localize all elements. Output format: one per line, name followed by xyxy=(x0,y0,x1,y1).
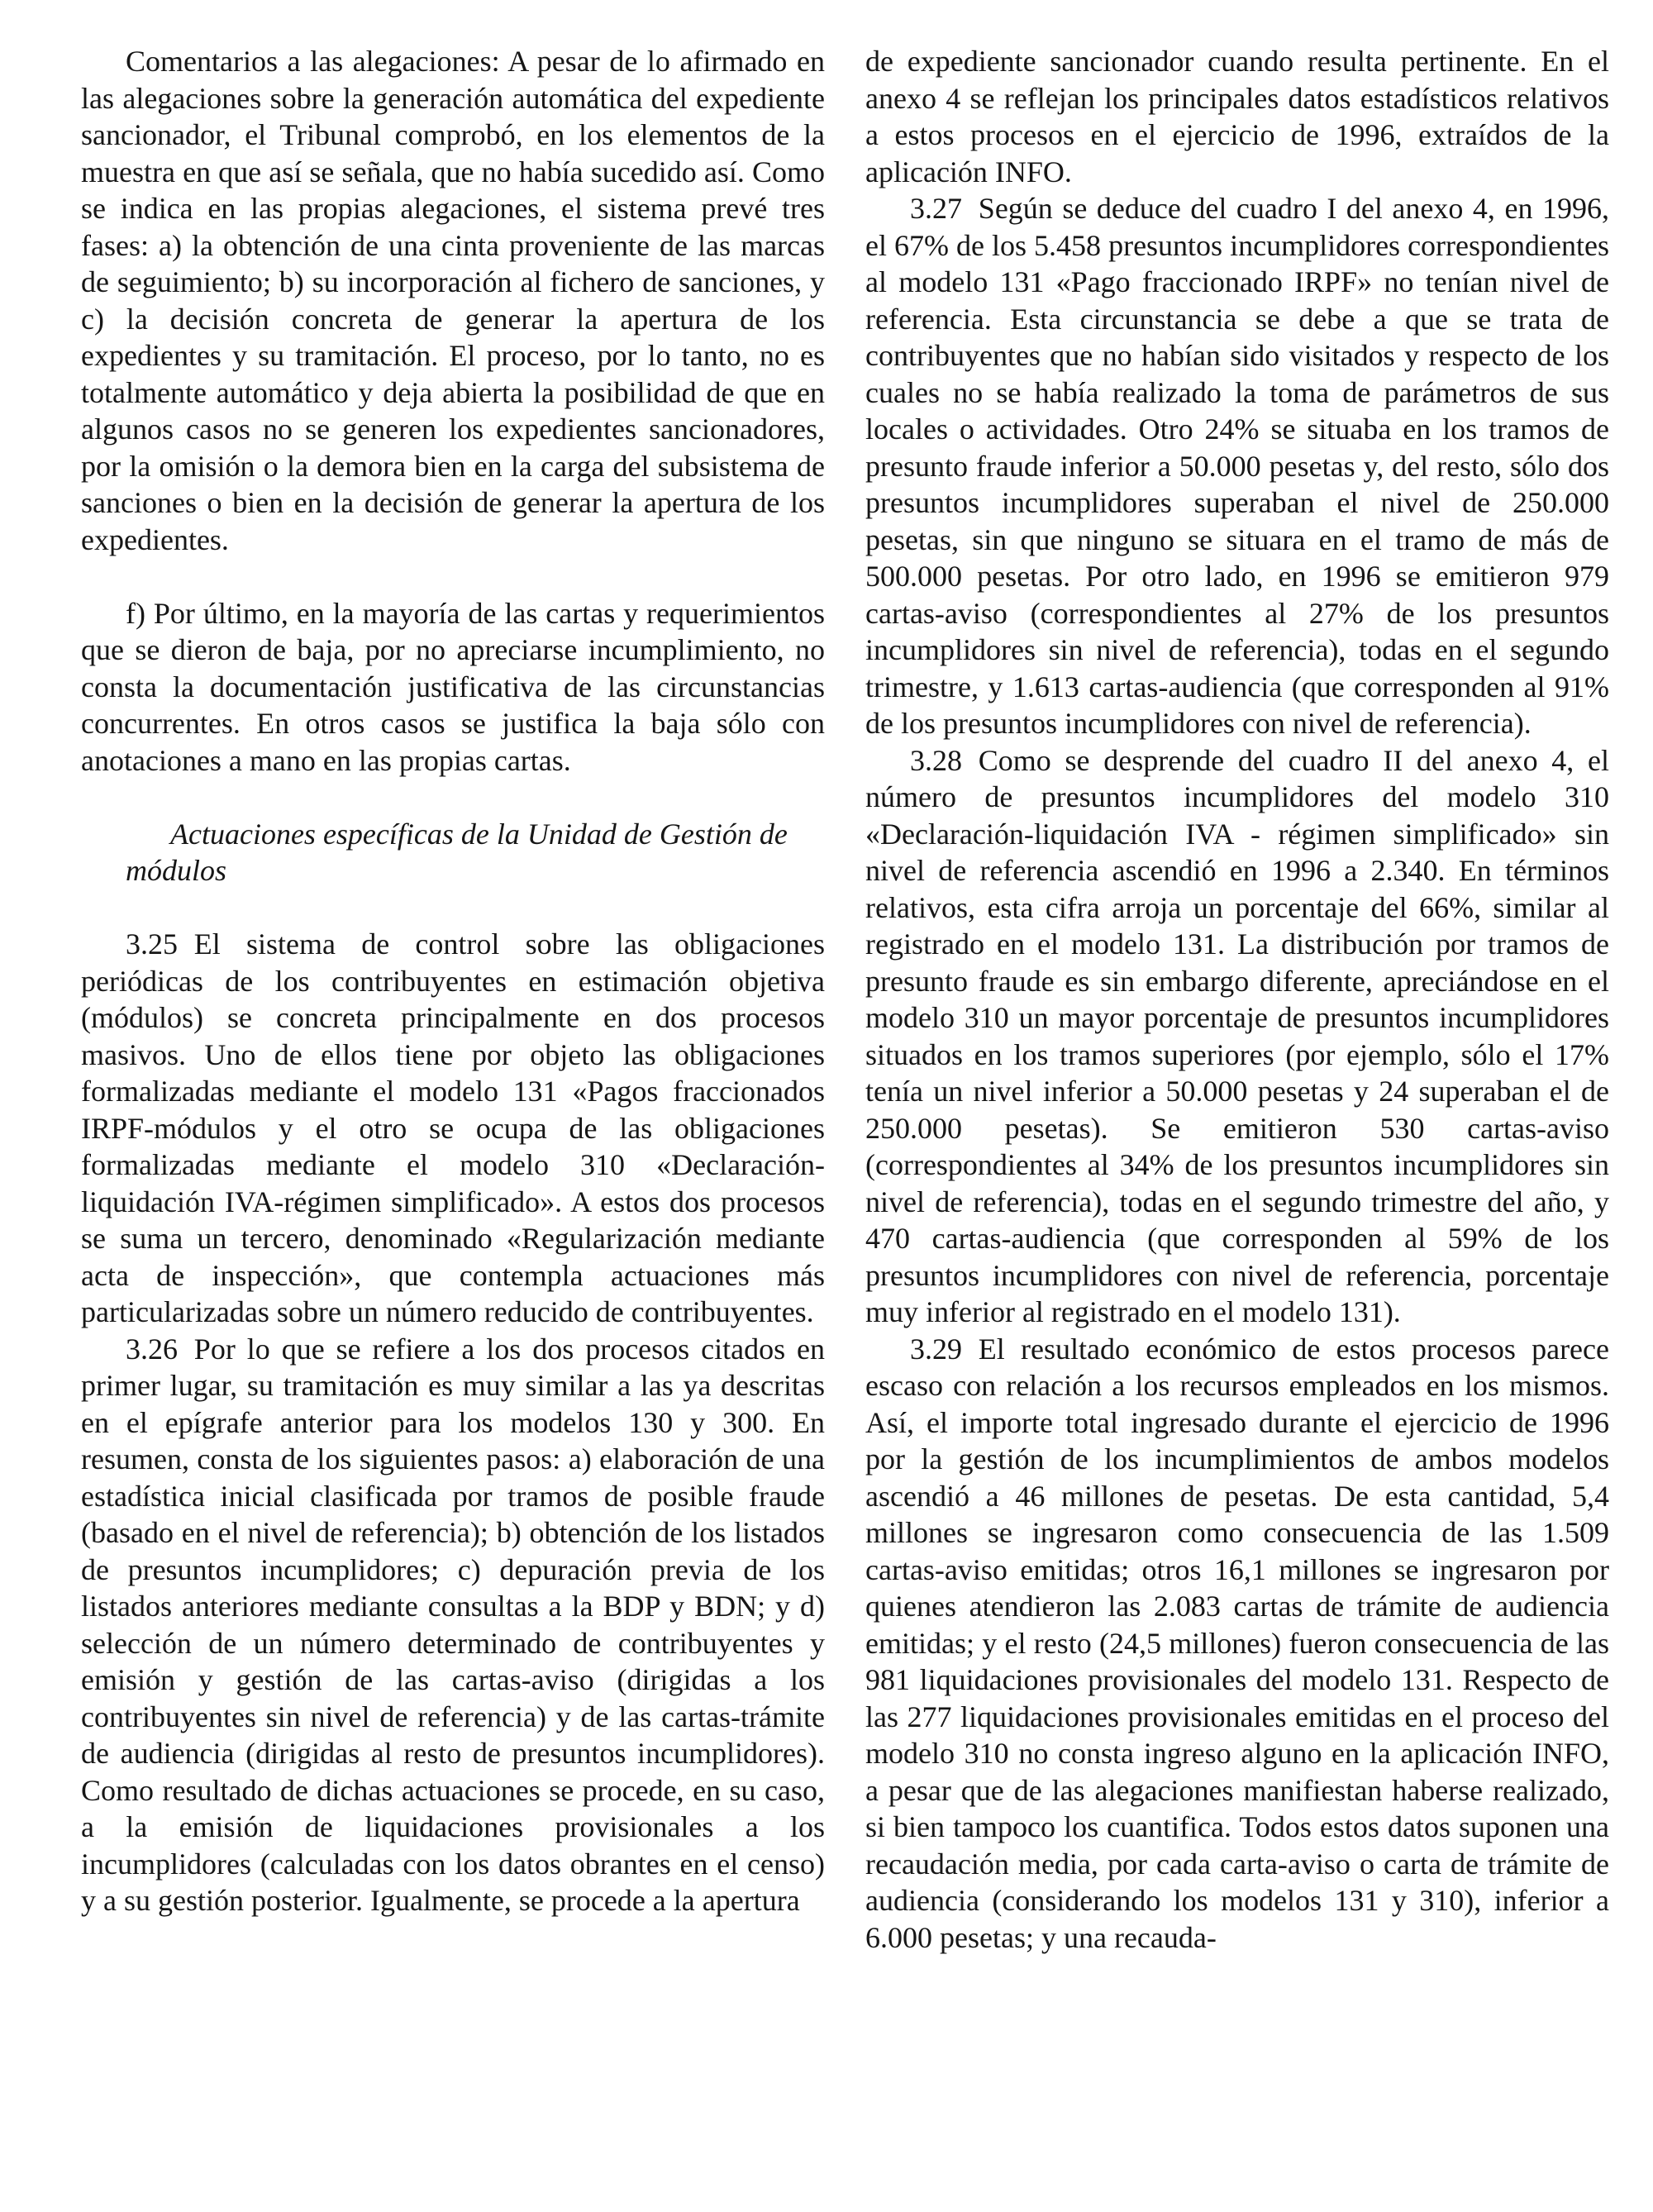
paragraph-item-f: f) Por último, en la mayoría de las cartas y requerimientos que se dieron de baja, por no apreciarse incumplimiento, no consta la documentación justificativa de las circunstancias concurrentes. En otros casos se justifica la baja sólo con anotaciones a mano en las propias cartas. xyxy=(81,596,825,777)
right-column xyxy=(865,43,1609,1956)
paragraph-number: 3.28 xyxy=(910,743,962,777)
spacer xyxy=(81,558,825,595)
paragraph-number: 3.27 xyxy=(910,192,962,225)
paragraph-text: El resultado económico de estos procesos parece escaso con relación a los recursos empleados en los mismos. Así, el importe total ingresado durante el ejercicio de 1996 por la gestión de los incumplimientos de ambos modelos ascendió a 46 millones de pesetas. De esta cantidad, 5,4 millones se ingresaron como consecuencia de las 1.509 cartas-aviso emitidas; otros 16,1 millones se ingresaron por quienes atendieron las 2.083 cartas de trámite de audiencia emitidas; y el resto (24,5 millones) fueron consecuencia de las 981 liquidaciones provisionales del modelo 131. Respecto de las 277 liquidaciones provisionales emitidas en el proceso del modelo 310 no consta ingreso alguno en la aplicación INFO, a pesar que de las alegaciones manifiestan haberse realizado, si bien tampoco los cuantifica. Todos estos datos suponen una recaudación media, por cada carta-aviso o carta de trámite de audiencia (considerando los modelos 131 y 310), inferior a 6.000 pesetas; y una recauda- xyxy=(865,1332,1609,1954)
paragraph-continuation: de expediente sancionador cuando resulta pertinente. En el anexo 4 se reflejan los principales datos estadísticos relativos a estos procesos en el ejercicio de 1996, extraídos de la aplicación INFO. xyxy=(865,45,1609,188)
paragraph-comentarios: Comentarios a las alegaciones: A pesar de lo afirmado en las alegaciones sobre la generación automática del expediente sancionador, el Tribunal comprobó, en los elementos de la muestra en que así se señala, que no había sucedido así. Como se indica en las propias alegaciones, el sistema prevé tres fases: a) la obtención de una cinta proveniente de las marcas de seguimiento; b) su incorporación al fichero de sanciones, y c) la decisión concreta de generar la apertura de los expedientes y su tramitación. El proceso, por lo tanto, no es totalmente automático y deja abierta la posibilidad de que en algunos casos no se generen los expedientes sancionadores, por la omisión o la demora bien en la carga del subsistema de sanciones o bien en la decisión de generar la apertura de los expedientes. xyxy=(81,45,825,556)
paragraph-text: Como se desprende del cuadro II del anexo 4, el número de presuntos incumplidores del modelo 310 «Declaración-liquidación IVA - régimen simplificado» sin nivel de referencia ascendió en 1996 a 2.340. En términos relativos, esta cifra arroja un porcentaje del 66%, similar al registrado en el modelo 131. La distribución por tramos de presunto fraude es sin embargo diferente, apreciándose en el modelo 310 un mayor porcentaje de presuntos incumplidores situados en los tramos superiores (por ejemplo, sólo el 17% tenía un nivel inferior a 50.000 pesetas y 24 superaban el de 250.000 pesetas). Se emitieron 530 cartas-aviso (correspondientes al 34% de los presuntos incumplidores sin nivel de referencia), todas en el segundo trimestre del año, y 470 cartas-audiencia (que corresponden al 59% de los presuntos incumplidores con nivel de referencia, porcentaje muy inferior al registrado en el modelo 131). xyxy=(865,743,1609,1328)
paragraph-3-28 xyxy=(865,742,1609,1331)
paragraph-3-25 xyxy=(81,926,825,1331)
paragraph-number: 3.26 xyxy=(126,1332,178,1366)
paragraph-text: El sistema de control sobre las obligaciones periódicas de los contribuyentes en estimación objetiva (módulos) se concreta principalmente en dos procesos masivos. Uno de ellos tiene por objeto las obligaciones formalizadas mediante el modelo 131 «Pagos fraccionados IRPF-módulos y el otro se ocupa de las obligaciones formalizadas mediante el modelo 310 «Declaración-liquidación IVA-régimen simplificado». A estos dos procesos se suma un tercero, denominado «Regularización mediante acta de inspección», que contempla actuaciones más particularizadas sobre un número reducido de contribuyentes. xyxy=(81,927,825,1328)
paragraph-text: Por lo que se refiere a los dos procesos citados en primer lugar, su tramitación es muy similar a las ya descritas en el epígrafe anterior para los modelos 130 y 300. En resumen, consta de los siguientes pasos: a) elaboración de una estadística inicial clasificada por tramos de posible fraude (basado en el nivel de referencia); b) obtención de los listados de presuntos incumplidores; c) depuración previa de los listados anteriores mediante consultas a la BDP y BDN; y d) selección de un número determinado de contribuyentes y emisión y gestión de las cartas-aviso (dirigidas a los contribuyentes sin nivel de referencia) y de las cartas-trámite de audiencia (dirigidas al resto de presuntos incumplidores). Como resultado de dichas actuaciones se procede, en su caso, a la emisión de liquidaciones provisionales a los incumplidores (calculadas con los datos obrantes en el censo) y a su gestión posterior. Igualmente, se procede a la apertura xyxy=(81,1332,825,1917)
paragraph-3-26 xyxy=(81,1331,825,1919)
spacer xyxy=(81,889,825,927)
paragraph-3-27 xyxy=(865,190,1609,742)
spacer xyxy=(81,779,825,816)
left-column xyxy=(81,43,825,1919)
paragraph-3-29 xyxy=(865,1331,1609,1957)
paragraph-text: Según se deduce del cuadro I del anexo 4, en 1996, el 67% de los 5.458 presuntos incumplidores correspondientes al modelo 131 «Pago fraccionado IRPF» no tenían nivel de referencia. Esta circunstancia se debe a que se trata de contribuyentes que no habían sido visitados y respecto de los cuales no se había realizado la toma de parámetros de sus locales o actividades. Otro 24% se situaba en los tramos de presunto fraude inferior a 50.000 pesetas y, del resto, sólo dos presuntos incumplidores superaban el nivel de 250.000 pesetas, sin que ninguno se situara en el tramo de más de 500.000 pesetas. Por otro lado, en 1996 se emitieron 979 cartas-aviso (correspondientes al 27% de los presuntos incumplidores sin nivel de referencia), todas en el segundo trimestre, y 1.613 cartas-audiencia (que corresponden al 91% de los presuntos incumplidores con nivel de referencia). xyxy=(865,192,1609,740)
paragraph-number: 3.29 xyxy=(910,1332,962,1366)
paragraph-number: 3.25 xyxy=(126,927,178,961)
section-heading: Actuaciones específicas de la Unidad de Gestión de módulos xyxy=(126,817,788,887)
